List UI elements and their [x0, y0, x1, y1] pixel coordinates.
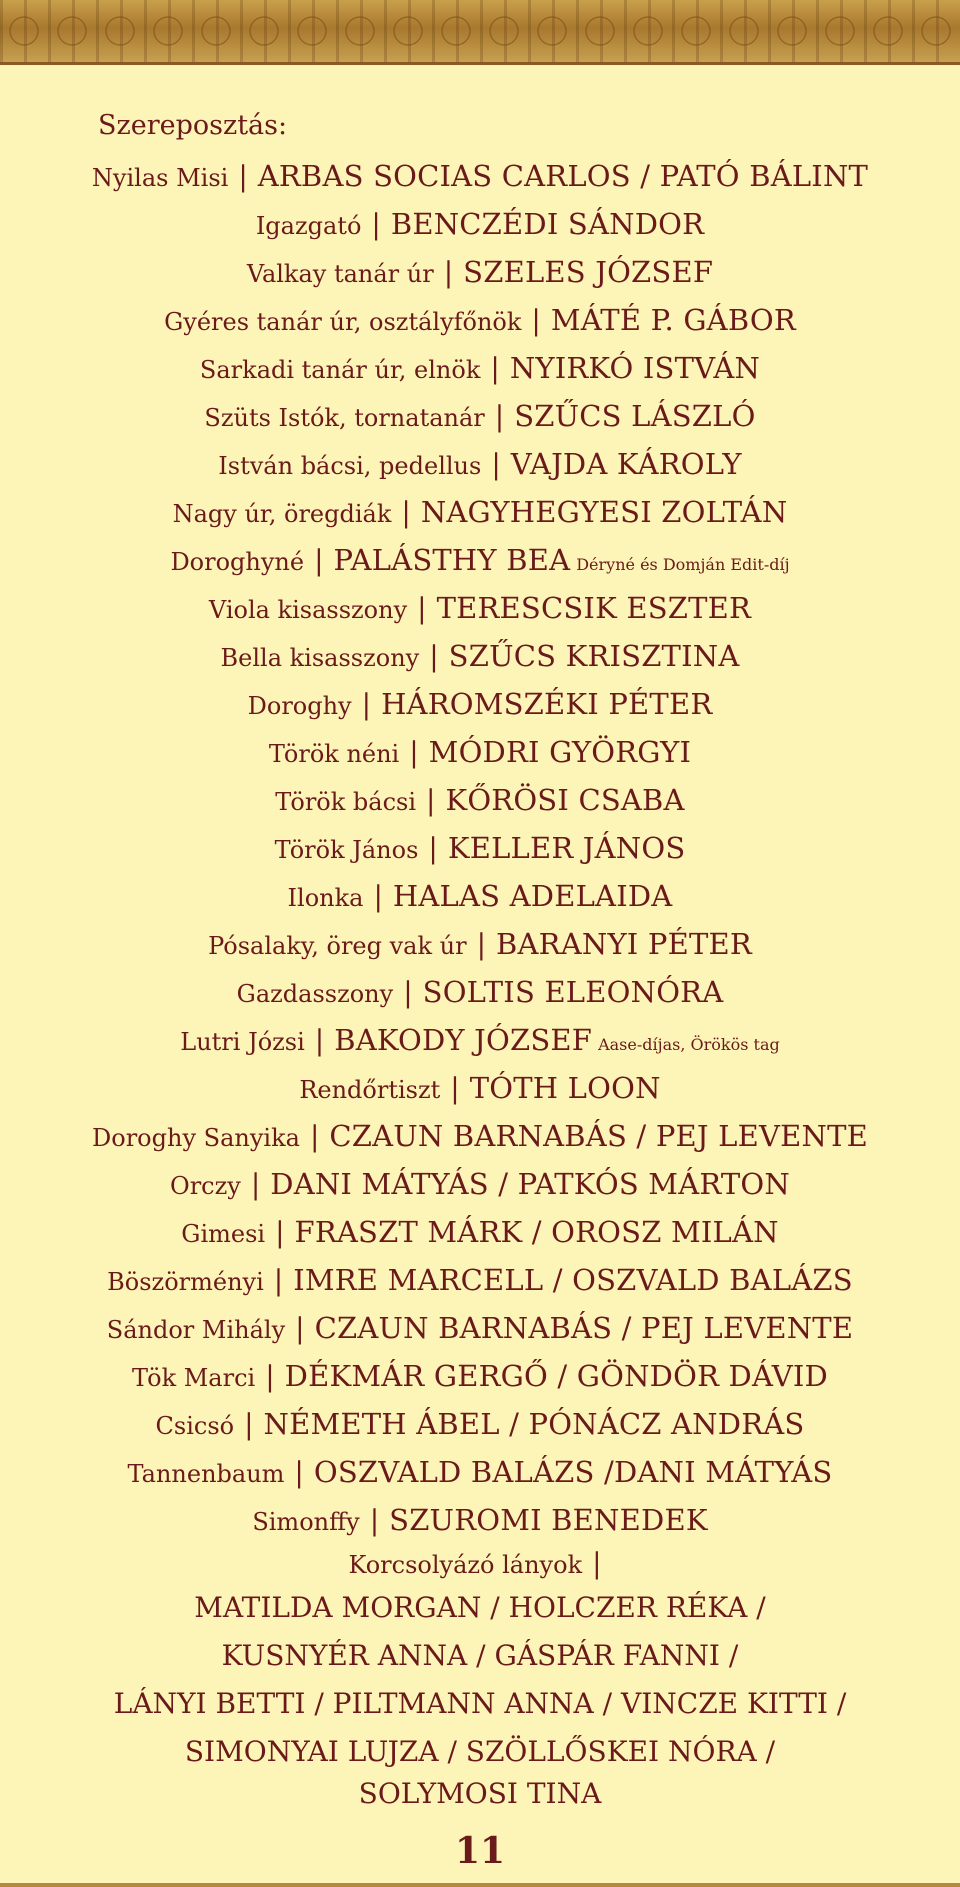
role-name: Gazdasszony [236, 980, 394, 1008]
actor-name: CZAUN BARNABÁS / PEJ LEVENTE [314, 1311, 854, 1345]
border-rule [0, 62, 960, 65]
separator: | [244, 1408, 254, 1441]
separator: | [531, 304, 541, 337]
actor-name: IMRE MARCELL / OSZVALD BALÁZS [293, 1263, 853, 1297]
role-name: Sarkadi tanár úr, elnök [199, 356, 481, 384]
cast-row [0, 1016, 960, 1064]
separator: | [409, 736, 419, 769]
role-name: Lutri Józsi [180, 1028, 305, 1056]
actor-name: NÉMETH ÁBEL / PÓNÁCZ ANDRÁS [263, 1407, 805, 1441]
separator: | [428, 832, 438, 865]
role-name: Csicsó [155, 1412, 235, 1440]
separator: | [265, 1360, 275, 1393]
cast-row [0, 392, 960, 440]
separator: | [295, 1312, 305, 1345]
actor-name: SZUROMI BENEDEK [389, 1503, 708, 1537]
role-name: Doroghyné [170, 548, 305, 576]
separator: | [450, 1072, 460, 1105]
cast-row [0, 824, 960, 872]
role-name: Bella kisasszony [220, 644, 420, 672]
separator: | [490, 352, 500, 385]
cast-row [0, 296, 960, 344]
separator: | [476, 928, 487, 961]
cast-row [0, 1304, 960, 1352]
actor-name: OSZVALD BALÁZS /DANI MÁTYÁS [313, 1455, 833, 1489]
actor-name: BAKODY JÓZSEF [334, 1023, 593, 1057]
separator: | [371, 208, 381, 241]
cast-row [0, 920, 960, 968]
role-name: Nagy úr, öregdiák [172, 500, 392, 528]
actor-name: MATILDA MORGAN / HOLCZER RÉKA / [194, 1591, 766, 1624]
cast-row [0, 200, 960, 248]
role-name: Tök Marci [132, 1364, 256, 1392]
cast-row [0, 1352, 960, 1400]
separator: | [403, 976, 413, 1009]
cast-row [0, 488, 960, 536]
actor-name: KELLER JÁNOS [447, 831, 686, 865]
actor-name: SZŰCS KRISZTINA [448, 639, 740, 673]
actor-name: NYIRKÓ ISTVÁN [509, 351, 761, 385]
role-name: Gimesi [181, 1220, 266, 1248]
separator: | [314, 544, 324, 577]
role-name: Török bácsi [275, 788, 417, 816]
actor-name: MÁTÉ P. GÁBOR [550, 303, 796, 337]
role-name: Korcsolyázó lányok [348, 1551, 583, 1579]
actor-name: MÓDRI GYÖRGYI [428, 735, 692, 769]
cast-row [0, 248, 960, 296]
separator: | [592, 1547, 602, 1580]
actor-name: TÓTH LOON [469, 1071, 661, 1105]
actor-name: LÁNYI BETTI / PILTMANN ANNA / VINCZE KITTI / [113, 1687, 847, 1720]
role-name: Doroghy [247, 692, 352, 720]
separator: | [417, 592, 427, 625]
final-cast-block [0, 1544, 960, 1816]
role-name: Ilonka [287, 884, 364, 912]
actor-name: CZAUN BARNABÁS / PEJ LEVENTE [329, 1119, 868, 1153]
separator: | [361, 688, 372, 721]
bottom-rule [0, 1883, 960, 1887]
separator: | [491, 448, 501, 481]
role-name: Igazgató [255, 212, 362, 240]
actor-name: NAGYHEGYESI ZOLTÁN [420, 495, 788, 529]
role-name: Török János [274, 836, 419, 864]
actor-name: FRASZT MÁRK / OROSZ MILÁN [294, 1215, 779, 1249]
role-name: István bácsi, pedellus [218, 452, 482, 480]
cast-row [0, 1496, 960, 1544]
role-name: Rendőrtiszt [299, 1076, 441, 1104]
cast-row [0, 344, 960, 392]
cast-row [0, 152, 960, 200]
cast-row [0, 872, 960, 920]
separator: | [309, 1120, 320, 1153]
separator: | [401, 496, 411, 529]
separator: | [426, 784, 436, 817]
ornament-pattern [0, 0, 960, 62]
role-name: Gyéres tanár úr, osztályfőnök [164, 308, 522, 336]
award-note: Déryné és Domján Edit-díj [576, 555, 790, 574]
award-note: Aase-díjas, Örökös tag [598, 1035, 780, 1054]
actor-name: BENCZÉDI SÁNDOR [390, 207, 705, 241]
cast-row [0, 776, 960, 824]
actor-name: SZELES JÓZSEF [463, 255, 714, 289]
cast-row [0, 632, 960, 680]
role-name: Sándor Mihály [106, 1316, 286, 1344]
separator: | [275, 1216, 285, 1249]
separator: | [369, 1504, 380, 1537]
page-number: 11 [454, 1830, 506, 1872]
separator: | [494, 400, 505, 433]
final-role-row [0, 1544, 960, 1584]
actor-name: TERESCSIK ESZTER [436, 591, 752, 625]
actor-name: KUSNYÉR ANNA / GÁSPÁR FANNI / [221, 1639, 739, 1672]
separator: | [294, 1456, 304, 1489]
separator: | [429, 640, 439, 673]
role-name: Orczy [170, 1172, 241, 1200]
role-name: Valkay tanár úr [246, 260, 434, 288]
cast-heading: Szereposztás: [98, 110, 288, 141]
separator: | [273, 1264, 284, 1297]
role-name: Török néni [268, 740, 400, 768]
actor-name: BARANYI PÉTER [496, 927, 752, 961]
actor-name: PALÁSTHY BEA [333, 543, 571, 577]
actor-name: SOLYMOSI TINA [358, 1777, 602, 1810]
actor-name: DÉKMÁR GERGŐ / GÖNDÖR DÁVID [284, 1359, 828, 1393]
actor-name: SZŰCS LÁSZLÓ [514, 399, 756, 433]
actor-name: HALAS ADELAIDA [392, 879, 673, 913]
role-name: Nyilas Misi [91, 164, 229, 192]
actor-name: VAJDA KÁROLY [510, 447, 742, 481]
cast-row [0, 440, 960, 488]
actor-name: ARBAS SOCIAS CARLOS / PATÓ BÁLINT [257, 159, 869, 193]
separator: | [250, 1168, 261, 1201]
cast-row [0, 1448, 960, 1496]
separator: | [314, 1024, 325, 1057]
cast-row [0, 968, 960, 1016]
role-name: Viola kisasszony [208, 596, 408, 624]
role-name: Simonffy [252, 1508, 360, 1536]
actor-name: SOLTIS ELEONÓRA [422, 975, 724, 1009]
cast-row [0, 1064, 960, 1112]
actor-name: DANI MÁTYÁS / PATKÓS MÁRTON [270, 1167, 790, 1201]
role-name: Böszörményi [107, 1268, 264, 1296]
cast-row [0, 680, 960, 728]
cast-row [0, 1160, 960, 1208]
cast-list [0, 152, 960, 1816]
decorative-border [0, 0, 960, 62]
cast-row [0, 728, 960, 776]
role-name: Pósalaky, öreg vak úr [208, 932, 467, 960]
separator: | [238, 160, 248, 193]
actor-name: HÁROMSZÉKI PÉTER [381, 687, 713, 721]
role-name: Tannenbaum [127, 1460, 285, 1488]
cast-row [0, 584, 960, 632]
cast-row [0, 1208, 960, 1256]
cast-row [0, 1256, 960, 1304]
role-name: Doroghy Sanyika [92, 1124, 300, 1152]
role-name: Szüts Istók, tornatanár [204, 404, 485, 432]
cast-row [0, 1400, 960, 1448]
cast-row [0, 1112, 960, 1160]
separator: | [373, 880, 383, 913]
cast-row [0, 536, 960, 584]
actor-name: KŐRÖSI CSABA [445, 783, 685, 817]
separator: | [443, 256, 454, 289]
actor-name: SIMONYAI LUJZA / SZÖLLŐSKEI NÓRA / [184, 1735, 776, 1768]
